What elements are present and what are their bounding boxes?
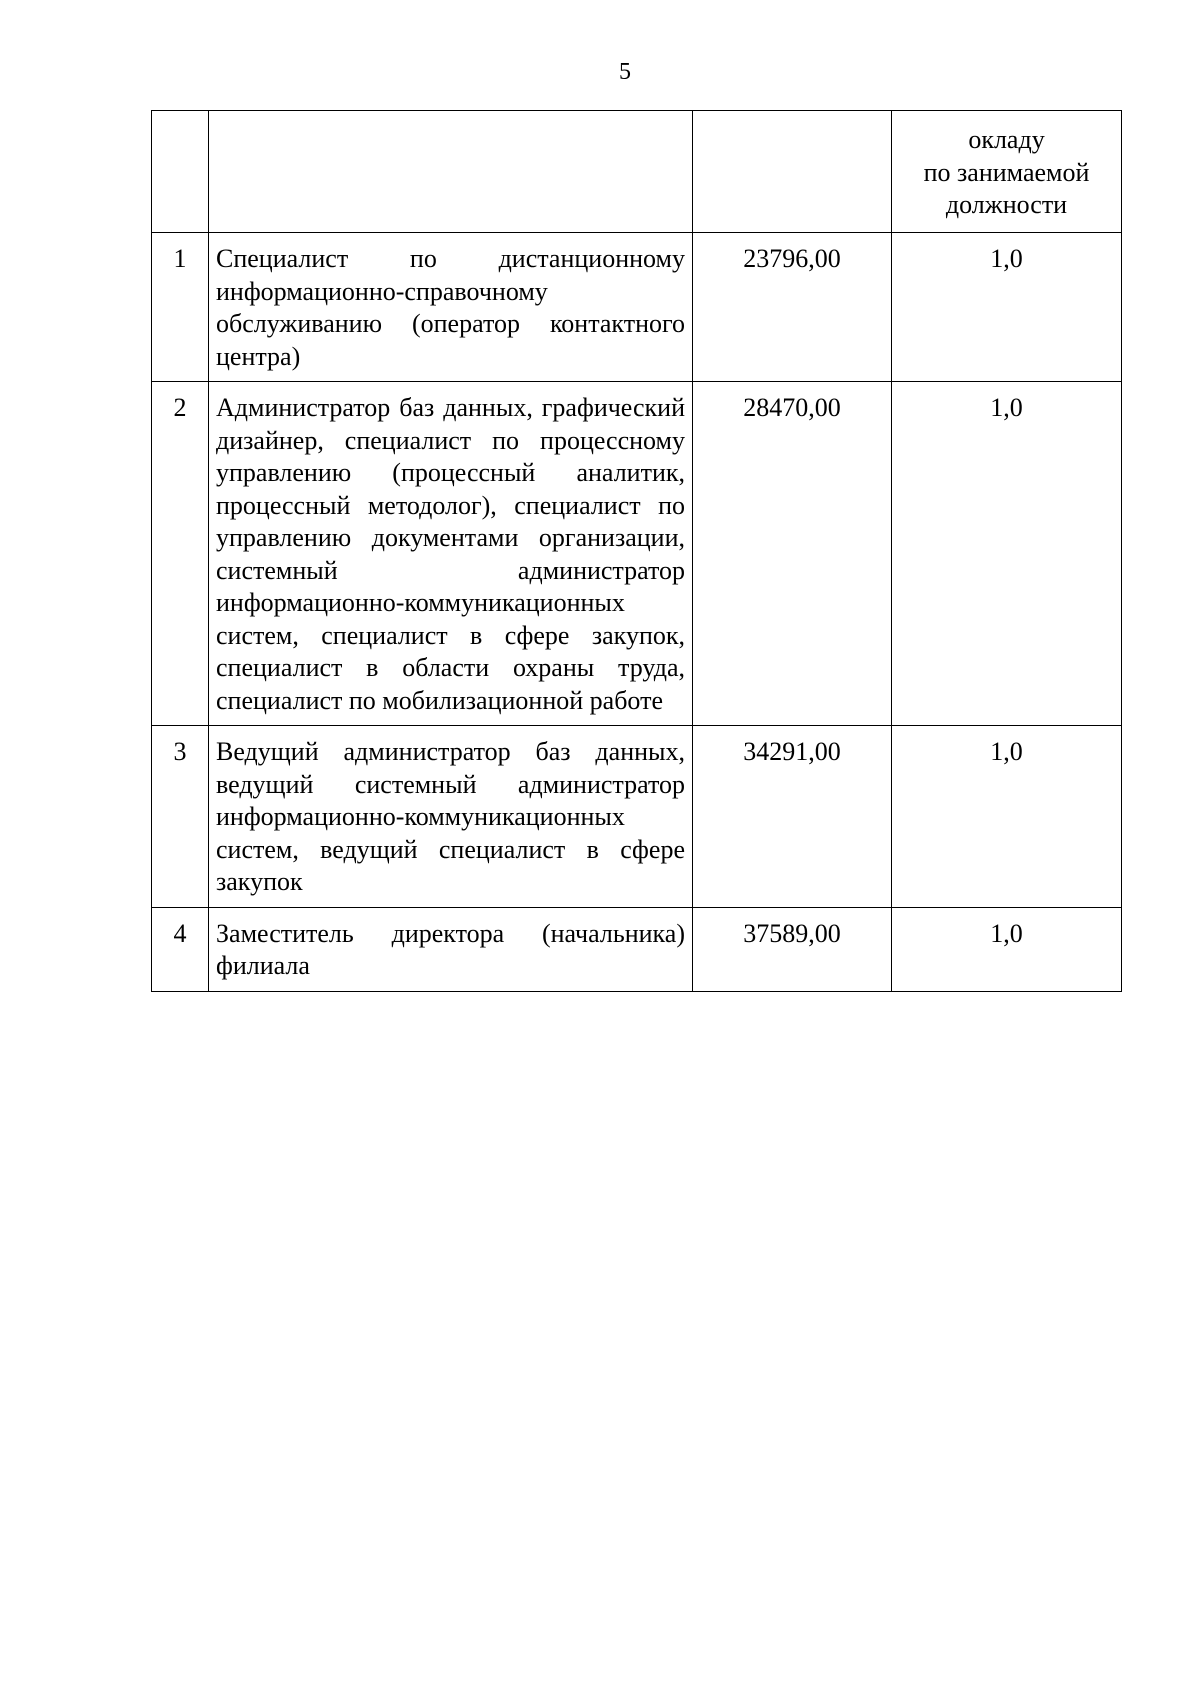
header-salary-cell <box>693 111 892 233</box>
row-number: 4 <box>152 907 209 991</box>
header-name-cell <box>209 111 693 233</box>
salary-value: 28470,00 <box>693 382 892 726</box>
page-number: 5 <box>619 59 631 85</box>
header-coef-line: окладу <box>968 125 1045 154</box>
salary-value: 23796,00 <box>693 233 892 382</box>
position-name: Ведущий администратор баз данных, ведущий системный администратор информационно-коммуникационных систем, ведущий специалист в сфере закупок <box>209 726 693 908</box>
position-name: Заместитель директора (начальника) филиала <box>209 907 693 991</box>
header-coef-cell <box>892 111 1122 233</box>
table-row <box>152 726 1122 908</box>
position-name: Специалист по дистанционному информационно-справочному обслуживанию (оператор контактного центра) <box>209 233 693 382</box>
row-number: 1 <box>152 233 209 382</box>
header-coef-line: должности <box>945 190 1068 219</box>
row-number: 3 <box>152 726 209 908</box>
table-header-continuation-row <box>152 111 1122 233</box>
header-coef-line: по занимаемой <box>923 157 1090 187</box>
position-name: Администратор баз данных, графический дизайнер, специалист по процессному управлению (процессный аналитик, процессный методолог), специалист по управлению документами организации, системный администратор информационно-коммуникационных систем, специалист в сфере закупок, специалист в области охраны труда, специалист по мобилизационной работе <box>209 382 693 726</box>
salary-table <box>151 110 1122 992</box>
table-row <box>152 233 1122 382</box>
row-number: 2 <box>152 382 209 726</box>
table-row <box>152 382 1122 726</box>
salary-value: 34291,00 <box>693 726 892 908</box>
table-row <box>152 907 1122 991</box>
header-num-cell <box>152 111 209 233</box>
coefficient-value: 1,0 <box>892 233 1122 382</box>
coefficient-value: 1,0 <box>892 907 1122 991</box>
coefficient-value: 1,0 <box>892 382 1122 726</box>
salary-value: 37589,00 <box>693 907 892 991</box>
coefficient-value: 1,0 <box>892 726 1122 908</box>
